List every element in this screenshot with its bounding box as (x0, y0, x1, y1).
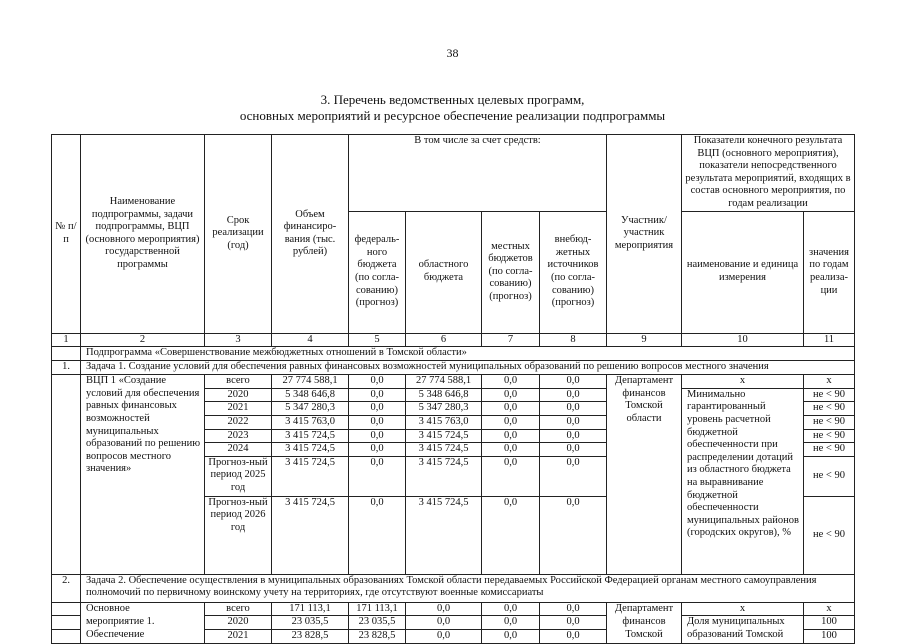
subprogram-row (52, 347, 855, 361)
program-table (51, 134, 855, 644)
col-number: 11 (804, 333, 855, 347)
header-ind-values: значения по годам реализа-ции (804, 211, 855, 333)
ind-value: не < 90 (804, 496, 855, 574)
header-volume: Объем финансиро-вания (тыс. рублей) (272, 135, 349, 334)
om1-participant-line: Томской (607, 629, 682, 643)
local: 0,0 (482, 443, 540, 457)
header-term: Срок реализации (год) (205, 135, 272, 334)
regional: 3 415 724,5 (406, 456, 482, 496)
ind-value: х (804, 602, 855, 616)
volume: 5 348 646,8 (272, 388, 349, 402)
regional: 5 348 646,8 (406, 388, 482, 402)
local: 0,0 (482, 496, 540, 574)
om1-name-line: Обеспечение (81, 629, 205, 643)
vcp1-indicator-name: Минимально гарантированный уровень расчетной бюджетной обеспеченности при распределении дотаций из областного бюджета на выравнивание бюджетной обеспеченности муниципальных районов (городских округов), % (682, 388, 804, 574)
title-line-1: 3. Перечень ведомственных целевых программ, (320, 92, 585, 107)
regional: 0,0 (406, 602, 482, 616)
ind-value: не < 90 (804, 415, 855, 429)
federal: 171 113,1 (349, 602, 406, 616)
local: 0,0 (482, 402, 540, 416)
task-1-num: 1. (52, 361, 81, 375)
ind-value: не < 90 (804, 456, 855, 496)
local: 0,0 (482, 602, 540, 616)
col-number: 7 (482, 333, 540, 347)
term: 2021 (205, 402, 272, 416)
header-local: местных бюджетов (по согла-сованию) (прогноз) (482, 211, 540, 333)
extra: 0,0 (540, 496, 607, 574)
header-federal: федераль-ного бюджета (по согла-сованию) (прогноз) (349, 211, 406, 333)
local: 0,0 (482, 388, 540, 402)
term: 2021 (205, 629, 272, 643)
extra: 0,0 (540, 456, 607, 496)
header-regional: областного бюджета (406, 211, 482, 333)
ind-name: х (682, 602, 804, 616)
federal: 0,0 (349, 456, 406, 496)
column-number-row (52, 333, 855, 347)
vcp1-participant: Департамент финансов Томской области (607, 375, 682, 575)
task-2-title: Задача 2. Обеспечение осуществления в муниципальных образованиях Томской области передаваемых Российской Федерацией органам местного самоуправления полномочий по первичному воинскому учету на территориях, где отсутствуют военные комиссариаты (81, 574, 855, 602)
header-row-1 (52, 135, 855, 212)
header-participant: Участник/ участник мероприятия (607, 135, 682, 334)
om1-row-2020 (52, 616, 855, 630)
local: 0,0 (482, 616, 540, 630)
term: всего (205, 602, 272, 616)
term: 2022 (205, 415, 272, 429)
document-title (0, 92, 905, 124)
subprogram-title: Подпрограмма «Совершенствование межбюджетных отношений в Томской области» (81, 347, 855, 361)
federal: 0,0 (349, 429, 406, 443)
regional: 5 347 280,3 (406, 402, 482, 416)
volume: 5 347 280,3 (272, 402, 349, 416)
local: 0,0 (482, 629, 540, 643)
local: 0,0 (482, 375, 540, 389)
federal: 0,0 (349, 415, 406, 429)
vcp1-row-total (52, 375, 855, 389)
om1-name-line: мероприятие 1. (81, 616, 205, 630)
federal: 0,0 (349, 402, 406, 416)
ind-name: х (682, 375, 804, 389)
federal: 23 828,5 (349, 629, 406, 643)
regional: 0,0 (406, 629, 482, 643)
header-ind-name: наименование и единица измерения (682, 211, 804, 333)
volume: 3 415 763,0 (272, 415, 349, 429)
col-number: 1 (52, 333, 81, 347)
ind-name: образований Томской (682, 629, 804, 643)
term: Прогноз-ный период 2026 год (205, 496, 272, 574)
title-line-2: основных мероприятий и ресурсное обеспечение реализации подпрограммы (239, 108, 666, 123)
task-2-row (52, 574, 855, 602)
volume: 23 035,5 (272, 616, 349, 630)
term: всего (205, 375, 272, 389)
col-number: 3 (205, 333, 272, 347)
col-number: 9 (607, 333, 682, 347)
federal: 0,0 (349, 443, 406, 457)
volume: 3 415 724,5 (272, 429, 349, 443)
extra: 0,0 (540, 429, 607, 443)
regional: 3 415 763,0 (406, 415, 482, 429)
local: 0,0 (482, 415, 540, 429)
ind-value: не < 90 (804, 443, 855, 457)
extra: 0,0 (540, 616, 607, 630)
ind-value: 100 (804, 629, 855, 643)
task-1-title: Задача 1. Создание условий для обеспечения равных финансовых возможностей муниципальных образований по решению вопросов местного значения (81, 361, 855, 375)
term: Прогноз-ный период 2025 год (205, 456, 272, 496)
header-num: № п/п (52, 135, 81, 334)
term: 2020 (205, 388, 272, 402)
extra: 0,0 (540, 415, 607, 429)
om1-row-2021 (52, 629, 855, 643)
volume: 27 774 588,1 (272, 375, 349, 389)
term: 2024 (205, 443, 272, 457)
col-number: 4 (272, 333, 349, 347)
regional: 3 415 724,5 (406, 443, 482, 457)
volume: 3 415 724,5 (272, 443, 349, 457)
ind-value: не < 90 (804, 388, 855, 402)
local: 0,0 (482, 456, 540, 496)
ind-name: Доля муниципальных (682, 616, 804, 630)
ind-value: не < 90 (804, 402, 855, 416)
col-number: 2 (81, 333, 205, 347)
volume: 171 113,1 (272, 602, 349, 616)
om1-name-line: Основное (81, 602, 205, 616)
regional: 0,0 (406, 616, 482, 630)
om1-row-total (52, 602, 855, 616)
vcp1-name: ВЦП 1 «Создание условий для обеспечения равных финансовых возможностей муниципальных образований по решению вопросов местного значения» (81, 375, 205, 575)
federal: 0,0 (349, 496, 406, 574)
ind-value: 100 (804, 616, 855, 630)
extra: 0,0 (540, 388, 607, 402)
col-number: 6 (406, 333, 482, 347)
term: 2020 (205, 616, 272, 630)
volume: 3 415 724,5 (272, 456, 349, 496)
task-2-num: 2. (52, 574, 81, 602)
ind-value: х (804, 375, 855, 389)
federal: 0,0 (349, 375, 406, 389)
term: 2023 (205, 429, 272, 443)
volume: 23 828,5 (272, 629, 349, 643)
regional: 3 415 724,5 (406, 496, 482, 574)
col-number: 10 (682, 333, 804, 347)
header-including: В том числе за счет средств: (349, 135, 607, 212)
extra: 0,0 (540, 629, 607, 643)
extra: 0,0 (540, 402, 607, 416)
col-number: 5 (349, 333, 406, 347)
regional: 3 415 724,5 (406, 429, 482, 443)
header-indicators: Показатели конечного результата ВЦП (основного мероприятия), показатели непосредственного результата мероприятий, входящих в состав основного мероприятия, по годам реализации (682, 135, 855, 212)
extra: 0,0 (540, 602, 607, 616)
header-name: Наименование подпрограммы, задачи подпрограммы, ВЦП (основного мероприятия) государственной программы (81, 135, 205, 334)
regional: 27 774 588,1 (406, 375, 482, 389)
local: 0,0 (482, 429, 540, 443)
ind-value: не < 90 (804, 429, 855, 443)
volume: 3 415 724,5 (272, 496, 349, 574)
header-extra: внебюд-жетных источников (по согла-сованию) (прогноз) (540, 211, 607, 333)
page-number: 38 (446, 46, 459, 60)
federal: 0,0 (349, 388, 406, 402)
col-number: 8 (540, 333, 607, 347)
om1-participant-line: Департамент (607, 602, 682, 616)
extra: 0,0 (540, 443, 607, 457)
task-1-row (52, 361, 855, 375)
federal: 23 035,5 (349, 616, 406, 630)
extra: 0,0 (540, 375, 607, 389)
om1-participant-line: финансов (607, 616, 682, 630)
